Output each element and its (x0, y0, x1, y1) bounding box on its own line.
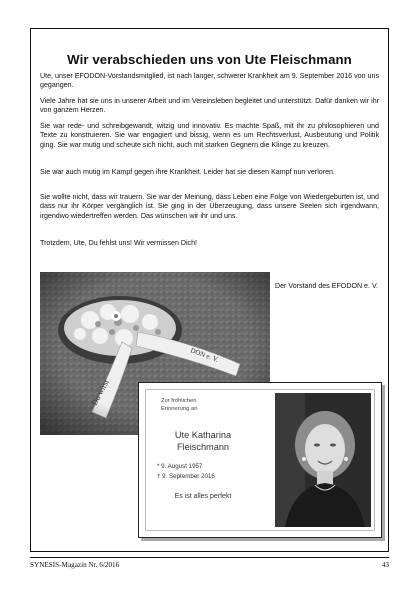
card-death-date: † 9. September 2016 (157, 473, 215, 480)
paragraph-2: Viele Jahre hat sie uns in unserer Arbeit und im Vereinsleben begleitet und unterstützt. Dafür danken wir ihr von ganzem Herzen. (40, 97, 379, 115)
card-name-line-2: Fleischmann (176, 442, 230, 452)
card-heading-line-1: Zur fröhlichen (161, 398, 197, 404)
paragraph-6: Trotzdem, Ute, Du fehlst uns! Wir vermissen Dich! (40, 239, 198, 247)
paragraph-5: Sie wollte nicht, dass wir trauern. Sie war der Meinung, dass Leben eine Folge von Wiedergeburten ist, und dass nur ihr Körper vergänglich ist. Sie ging in der Überzeugung, dass unsere Seelen sich irgendwann, irgendwo wiedertreffen werden. Das wünschen wir ihr und uns. (40, 193, 379, 220)
memorial-card (138, 382, 382, 538)
paragraph-1: Ute, unser EFODON-Vorstandsmitglied, ist nach langer, schwerer Krankheit am 9. September 2016 von uns gegangen. (40, 72, 379, 90)
card-birth-date: * 9. August 1957 (157, 463, 203, 470)
page-footer (30, 557, 389, 569)
card-motto: Es ist alles perfekt (174, 493, 232, 500)
signature: Der Vorstand des EFODON e. V. (274, 282, 378, 290)
portrait-photo (275, 393, 371, 527)
footer-page-number: 43 (381, 561, 389, 569)
paragraph-4: Sie war auch mutig im Kampf gegen ihre Krankheit. Leider hat sie diesen Kampf nun verloren. (40, 168, 335, 176)
footer-magazine: SYNESIS-Magazin Nr. 6/2016 (30, 561, 120, 569)
portrait-illustration (275, 393, 371, 527)
card-name-line-1: Ute Katharina (174, 430, 232, 440)
paragraph-3: Sie war rede- und schreibgewandt, witzig und innovativ. Es machte Spaß, mit ihr zu philosophieren und Texte zu konstruieren. Sie war engagiert und bissig, wenn es um Rechtsverlust, Ausbeutung und Politik ging. Sie war mutig und scheute sich nicht, auch mit starken Gegnern die Klinge zu kreuzen. (40, 122, 379, 149)
article-title: Wir verabschieden uns von Ute Fleischmann (67, 52, 352, 67)
card-heading-line-2: Erinnerung an (161, 406, 198, 412)
